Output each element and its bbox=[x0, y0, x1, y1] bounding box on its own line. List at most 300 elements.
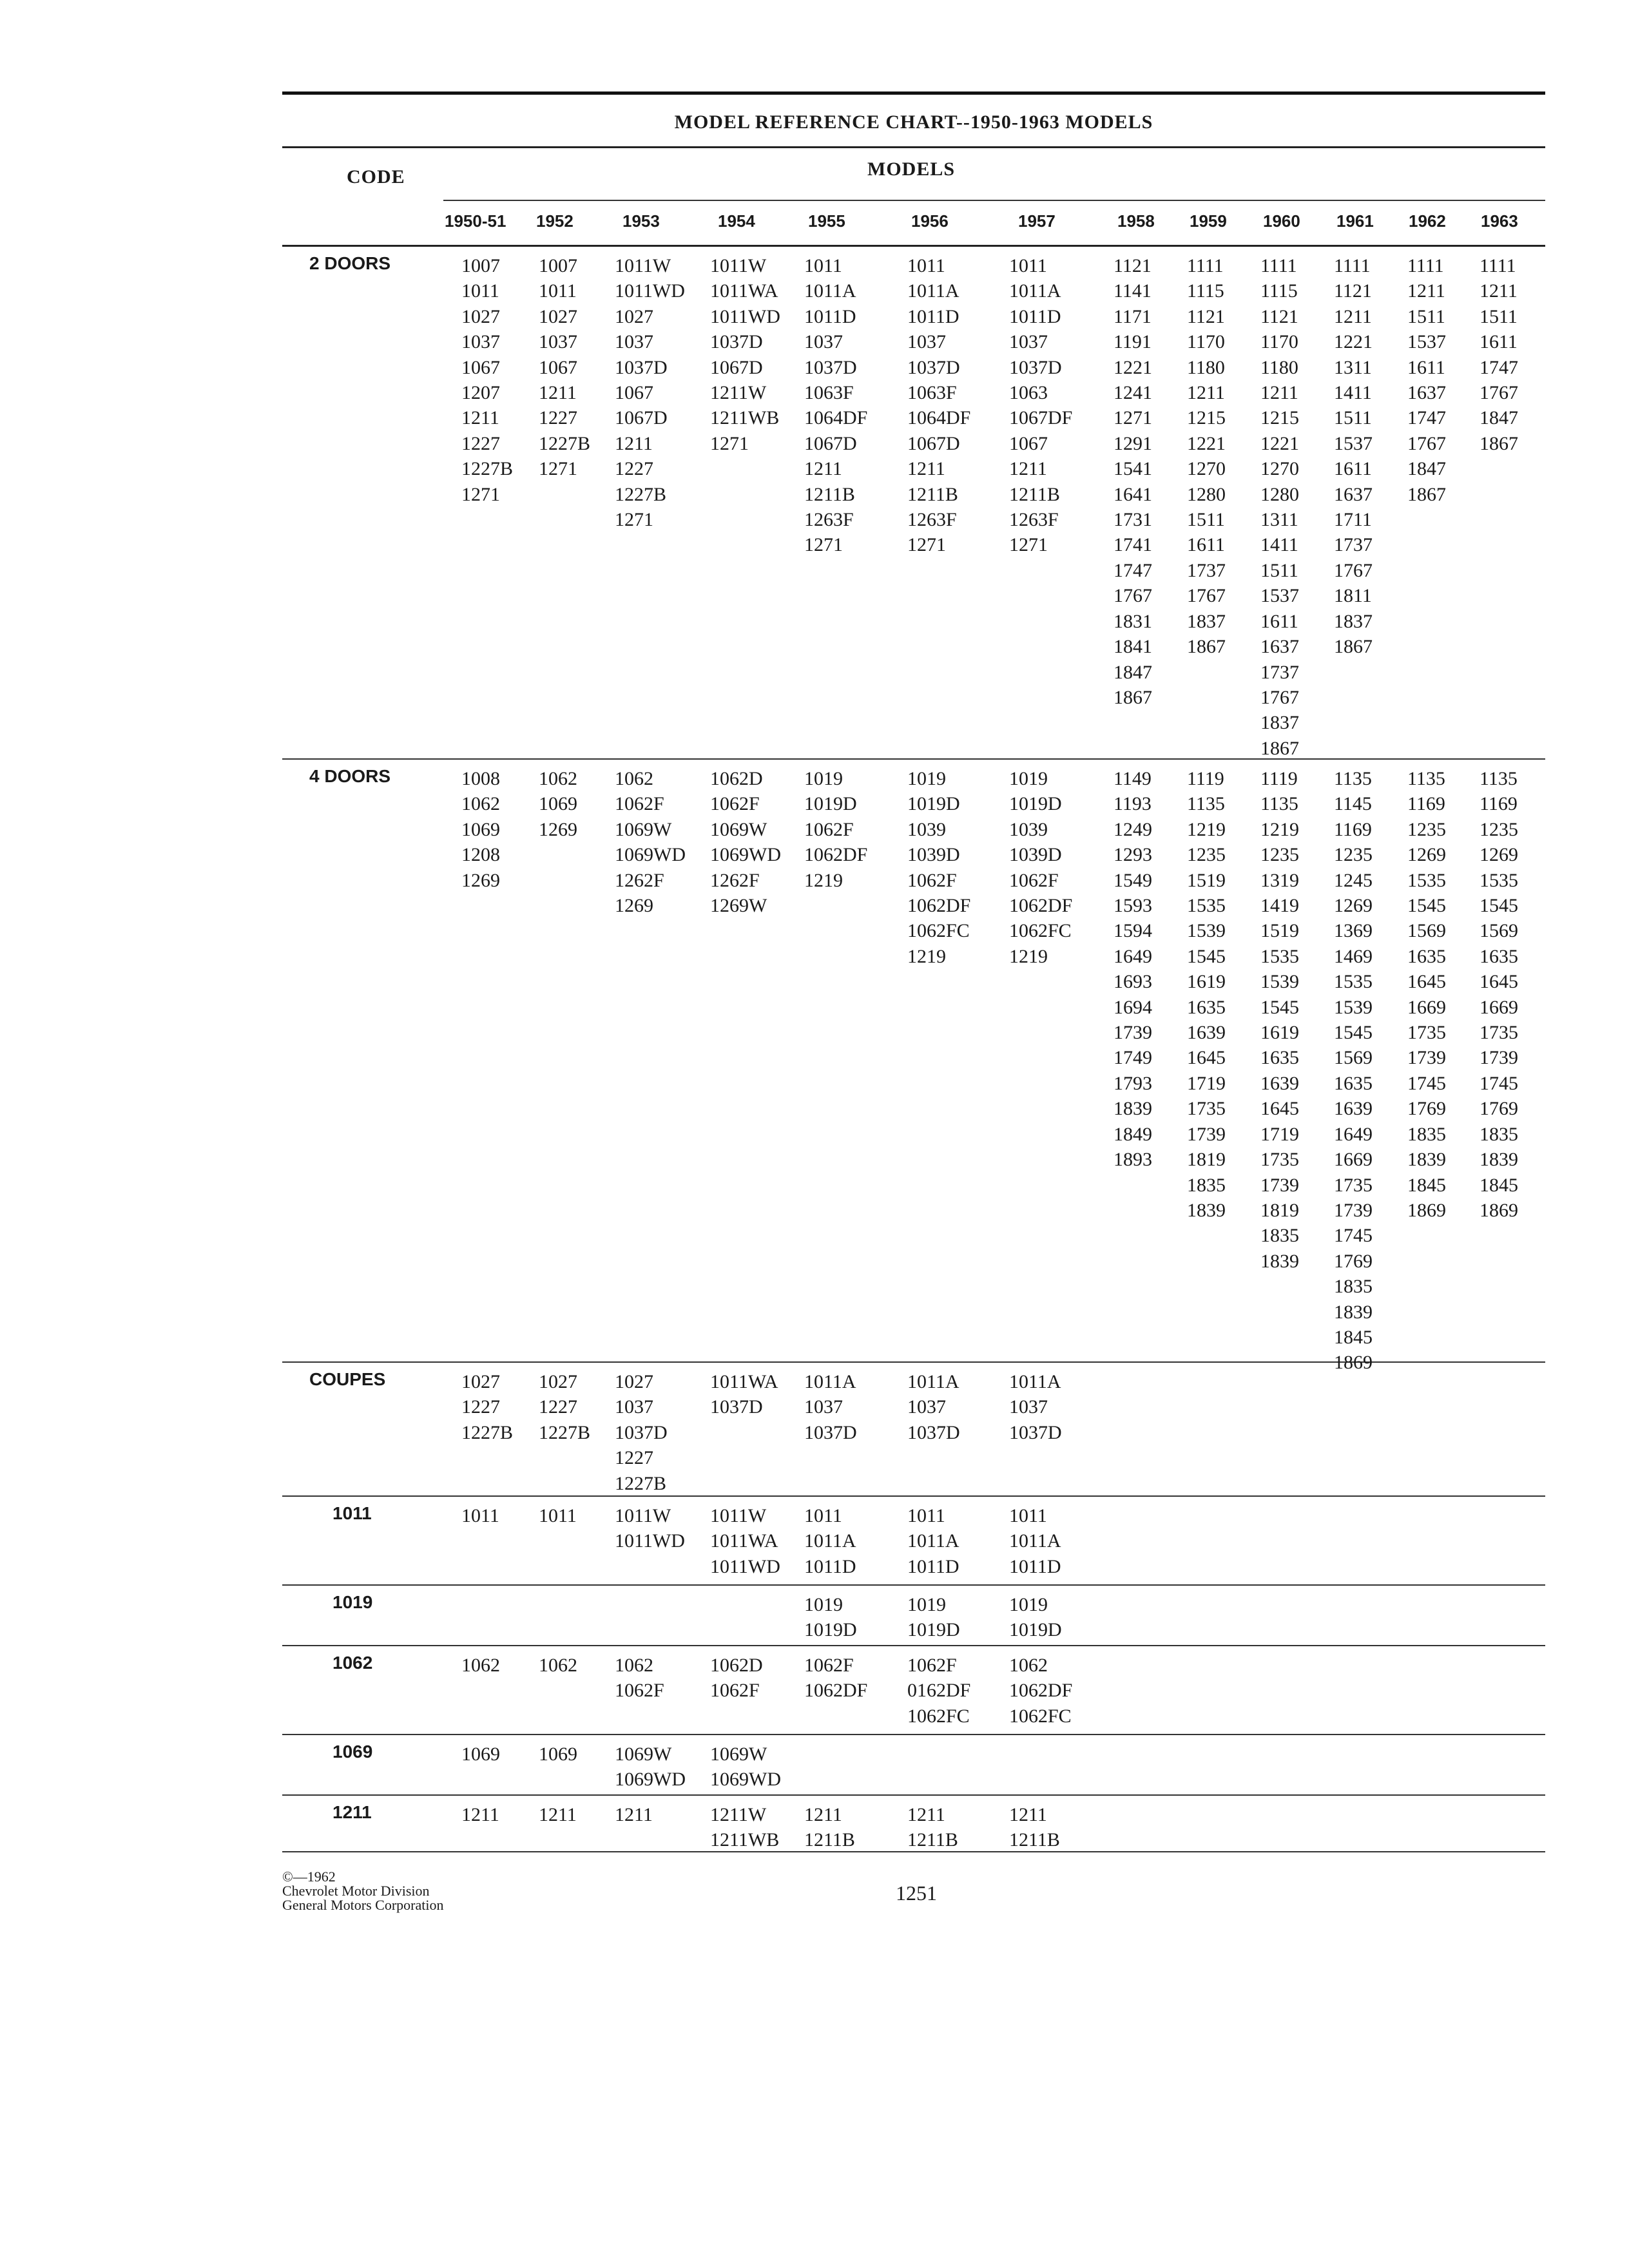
model-code: 1539 bbox=[1187, 920, 1226, 942]
model-code: 1208 bbox=[461, 844, 500, 866]
model-code: 1037D bbox=[615, 356, 668, 378]
model-code: 1064DF bbox=[907, 407, 971, 429]
model-code: 1637 bbox=[1334, 483, 1373, 505]
model-code: 1263F bbox=[1009, 509, 1059, 531]
model-code: 1841 bbox=[1113, 636, 1152, 658]
model-code: 1845 bbox=[1480, 1174, 1518, 1196]
model-code: 1227 bbox=[539, 1396, 577, 1418]
model-code: 1511 bbox=[1480, 305, 1518, 327]
model-code: 1219 bbox=[1260, 818, 1299, 840]
model-code: 1719 bbox=[1260, 1123, 1299, 1145]
year-header: 1962 bbox=[1409, 211, 1446, 231]
model-code: 1169 bbox=[1334, 818, 1372, 840]
model-code: 1635 bbox=[1334, 1072, 1373, 1094]
model-code: 1549 bbox=[1113, 869, 1152, 891]
model-code: 1011A bbox=[1009, 1371, 1061, 1392]
model-code: 1611 bbox=[1187, 534, 1225, 556]
model-code: 1062DF bbox=[1009, 1680, 1073, 1702]
model-code: 1011WD bbox=[615, 280, 685, 302]
model-code: 1537 bbox=[1407, 331, 1446, 353]
model-code: 1739 bbox=[1187, 1123, 1226, 1145]
model-code: 1069 bbox=[461, 1744, 500, 1765]
model-code: 1062F bbox=[804, 1655, 854, 1676]
model-code: 1037 bbox=[804, 1396, 843, 1418]
model-column bbox=[907, 1369, 960, 1445]
model-code: 1019D bbox=[804, 1619, 857, 1641]
model-code: 1835 bbox=[1187, 1174, 1226, 1196]
model-code: 1669 bbox=[1480, 996, 1518, 1018]
model-column bbox=[1009, 1369, 1062, 1445]
model-code: 1011A bbox=[1009, 280, 1061, 302]
model-code: 1262F bbox=[615, 869, 664, 891]
model-code: 1069W bbox=[710, 1744, 767, 1765]
model-code: 1037D bbox=[615, 1421, 668, 1443]
model-code: 1180 bbox=[1260, 356, 1298, 378]
model-column bbox=[461, 766, 500, 893]
model-code: 1062DF bbox=[804, 1680, 868, 1702]
year-header: 1958 bbox=[1117, 211, 1155, 231]
model-column bbox=[1407, 766, 1446, 1223]
model-code: 1539 bbox=[1260, 971, 1299, 993]
model-code: 1011 bbox=[907, 255, 945, 276]
model-code: 1011D bbox=[804, 1555, 856, 1577]
model-code: 1221 bbox=[1334, 331, 1373, 353]
model-code: 1067D bbox=[907, 432, 960, 454]
model-code: 1215 bbox=[1260, 407, 1299, 429]
section-label: 1211 bbox=[333, 1802, 372, 1822]
section-label: 1062 bbox=[333, 1653, 373, 1673]
model-code: 1011 bbox=[539, 1505, 577, 1526]
model-code: 1469 bbox=[1334, 945, 1373, 967]
model-code: 1121 bbox=[1260, 305, 1298, 327]
model-code: 1545 bbox=[1407, 895, 1446, 917]
model-code: 1645 bbox=[1407, 971, 1446, 993]
model-column bbox=[1187, 253, 1226, 660]
model-code: 1831 bbox=[1113, 610, 1152, 632]
model-code: 1221 bbox=[1260, 432, 1299, 454]
model-code: 1535 bbox=[1480, 869, 1518, 891]
model-code: 1793 bbox=[1113, 1072, 1152, 1094]
model-column bbox=[804, 766, 867, 893]
model-code: 1539 bbox=[1334, 996, 1373, 1018]
model-code: 1635 bbox=[1407, 945, 1446, 967]
model-column bbox=[1407, 253, 1446, 507]
model-code: 1545 bbox=[1480, 895, 1518, 917]
model-code: 1839 bbox=[1187, 1199, 1226, 1221]
model-column bbox=[615, 253, 685, 532]
model-code: 1069W bbox=[615, 1744, 672, 1765]
model-code: 1235 bbox=[1407, 818, 1446, 840]
model-code: 1011D bbox=[907, 305, 959, 327]
model-code: 1037 bbox=[907, 331, 946, 353]
model-code: 1235 bbox=[1260, 844, 1299, 866]
model-column bbox=[907, 1653, 970, 1729]
model-code: 0162DF bbox=[907, 1680, 971, 1702]
model-code: 1739 bbox=[1113, 1022, 1152, 1044]
model-column bbox=[539, 1503, 577, 1528]
model-code: 1227 bbox=[615, 458, 653, 480]
model-code: 1311 bbox=[1334, 356, 1372, 378]
model-code: 1269 bbox=[461, 869, 500, 891]
model-column bbox=[804, 1653, 867, 1704]
model-code: 1545 bbox=[1334, 1022, 1373, 1044]
model-code: 1769 bbox=[1480, 1098, 1518, 1120]
model-code: 1645 bbox=[1480, 971, 1518, 993]
model-code: 1069W bbox=[615, 818, 672, 840]
model-code: 1271 bbox=[710, 432, 749, 454]
model-code: 1207 bbox=[461, 382, 500, 404]
model-code: 1767 bbox=[1113, 585, 1152, 607]
model-code: 1211 bbox=[1480, 280, 1518, 302]
model-code: 1511 bbox=[1187, 509, 1225, 531]
model-code: 1611 bbox=[1260, 610, 1298, 632]
model-code: 1011A bbox=[804, 1371, 856, 1392]
model-code: 1069WD bbox=[710, 844, 781, 866]
model-column bbox=[1334, 766, 1373, 1376]
model-code: 1011A bbox=[804, 280, 856, 302]
model-code: 1227 bbox=[461, 432, 500, 454]
model-code: 1062DF bbox=[907, 895, 971, 917]
model-code: 1062D bbox=[710, 1655, 763, 1676]
model-code: 1062D bbox=[710, 768, 763, 789]
model-code: 1027 bbox=[615, 305, 653, 327]
model-code: 1011A bbox=[907, 280, 959, 302]
model-column bbox=[615, 766, 686, 918]
model-code: 1211B bbox=[1009, 1829, 1060, 1851]
year-header: 1957 bbox=[1018, 211, 1055, 231]
model-code: 1737 bbox=[1187, 559, 1226, 581]
section-label: 4 DOORS bbox=[309, 766, 391, 786]
model-code: 1011 bbox=[461, 1505, 499, 1526]
model-code: 1235 bbox=[1334, 844, 1373, 866]
model-code: 1739 bbox=[1334, 1199, 1373, 1221]
model-code: 1062 bbox=[461, 793, 500, 815]
model-code: 1611 bbox=[1334, 458, 1372, 480]
model-code: 1769 bbox=[1334, 1250, 1373, 1272]
model-code: 1171 bbox=[1113, 305, 1152, 327]
model-column bbox=[804, 1503, 856, 1579]
models-header: MODELS bbox=[867, 159, 956, 180]
model-code: 1235 bbox=[1480, 818, 1518, 840]
model-code: 1037D bbox=[1009, 356, 1062, 378]
model-code: 1219 bbox=[1187, 818, 1226, 840]
model-column bbox=[461, 1653, 500, 1678]
model-column bbox=[907, 766, 970, 969]
model-code: 1011 bbox=[804, 1505, 842, 1526]
model-code: 1011W bbox=[615, 255, 671, 276]
model-code: 1211 bbox=[1260, 382, 1298, 404]
model-code: 1847 bbox=[1113, 661, 1152, 683]
model-code: 1511 bbox=[1260, 559, 1298, 581]
model-code: 1611 bbox=[1407, 356, 1445, 378]
model-code: 1019 bbox=[1009, 768, 1048, 789]
model-code: 1062F bbox=[907, 1655, 957, 1676]
model-code: 1645 bbox=[1260, 1098, 1299, 1120]
year-header: 1953 bbox=[622, 211, 660, 231]
model-code: 1135 bbox=[1334, 768, 1372, 789]
model-code: 1845 bbox=[1407, 1174, 1446, 1196]
model-code: 1019D bbox=[907, 793, 960, 815]
model-code: 1211 bbox=[539, 382, 577, 404]
model-code: 1211 bbox=[1009, 458, 1047, 480]
model-code: 1019D bbox=[1009, 1619, 1062, 1641]
model-code: 1219 bbox=[1009, 945, 1048, 967]
model-code: 1037 bbox=[1009, 1396, 1048, 1418]
model-code: 1037 bbox=[539, 331, 577, 353]
model-column bbox=[710, 1369, 778, 1420]
model-code: 1062F bbox=[615, 793, 664, 815]
model-code: 1211 bbox=[907, 1804, 945, 1825]
model-column bbox=[1009, 253, 1072, 558]
model-code: 1011WA bbox=[710, 1530, 778, 1552]
model-code: 1545 bbox=[1187, 945, 1226, 967]
model-code: 1211 bbox=[461, 1804, 499, 1825]
model-code: 1511 bbox=[1334, 407, 1372, 429]
model-code: 1062DF bbox=[804, 844, 868, 866]
model-code: 1170 bbox=[1187, 331, 1225, 353]
model-column bbox=[461, 1802, 499, 1827]
model-code: 1845 bbox=[1334, 1326, 1373, 1348]
model-code: 1739 bbox=[1260, 1174, 1299, 1196]
year-header: 1961 bbox=[1336, 211, 1374, 231]
model-code: 1062F bbox=[907, 869, 957, 891]
model-code: 1039 bbox=[1009, 818, 1048, 840]
model-code: 1270 bbox=[1260, 458, 1299, 480]
model-code: 1227B bbox=[461, 458, 514, 480]
model-column bbox=[907, 1503, 959, 1579]
model-code: 1011D bbox=[804, 305, 856, 327]
model-code: 1062 bbox=[615, 1655, 653, 1676]
model-code: 1011A bbox=[1009, 1530, 1061, 1552]
model-code: 1735 bbox=[1407, 1022, 1446, 1044]
model-code: 1119 bbox=[1260, 768, 1298, 789]
model-code: 1037 bbox=[1009, 331, 1048, 353]
model-code: 1319 bbox=[1260, 869, 1299, 891]
model-column bbox=[1009, 1592, 1062, 1643]
model-code: 1262F bbox=[710, 869, 760, 891]
model-code: 1639 bbox=[1187, 1022, 1226, 1044]
model-code: 1039D bbox=[907, 844, 960, 866]
model-code: 1027 bbox=[539, 1371, 577, 1392]
model-code: 1067D bbox=[615, 407, 668, 429]
model-column bbox=[615, 1742, 686, 1792]
year-header: 1954 bbox=[718, 211, 755, 231]
model-code: 1893 bbox=[1113, 1149, 1152, 1171]
model-code: 1062FC bbox=[1009, 1705, 1072, 1727]
model-code: 1749 bbox=[1113, 1047, 1152, 1069]
model-code: 1419 bbox=[1260, 895, 1299, 917]
model-code: 1269W bbox=[710, 895, 767, 917]
model-code: 1263F bbox=[907, 509, 957, 531]
model-code: 1064DF bbox=[804, 407, 868, 429]
year-header: 1950-51 bbox=[445, 211, 506, 231]
model-code: 1619 bbox=[1260, 1022, 1299, 1044]
model-column bbox=[539, 766, 577, 842]
model-column bbox=[804, 1802, 855, 1853]
model-code: 1121 bbox=[1334, 280, 1372, 302]
model-code: 1039 bbox=[907, 818, 946, 840]
model-column bbox=[1260, 253, 1299, 761]
model-column bbox=[907, 253, 970, 558]
model-code: 1037D bbox=[907, 356, 960, 378]
model-code: 1269 bbox=[1407, 844, 1446, 866]
model-code: 1062DF bbox=[1009, 895, 1073, 917]
model-column bbox=[1480, 766, 1518, 1223]
model-column bbox=[1009, 766, 1072, 969]
model-column bbox=[1009, 1653, 1072, 1729]
model-code: 1694 bbox=[1113, 996, 1152, 1018]
model-code: 1669 bbox=[1407, 996, 1446, 1018]
model-code: 1062 bbox=[539, 1655, 577, 1676]
model-code: 1745 bbox=[1407, 1072, 1446, 1094]
model-code: 1735 bbox=[1187, 1098, 1226, 1120]
model-code: 1011D bbox=[1009, 1555, 1061, 1577]
model-code: 1019D bbox=[907, 1619, 960, 1641]
model-code: 1011 bbox=[461, 280, 499, 302]
model-code: 1062F bbox=[615, 1680, 664, 1702]
model-code: 1019D bbox=[804, 793, 857, 815]
model-code: 1839 bbox=[1480, 1149, 1518, 1171]
model-code: 1062 bbox=[1009, 1655, 1048, 1676]
model-code: 1711 bbox=[1334, 509, 1372, 531]
model-code: 1191 bbox=[1113, 331, 1152, 353]
model-code: 1011D bbox=[1009, 305, 1061, 327]
model-code: 1011A bbox=[907, 1371, 959, 1392]
model-code: 1019 bbox=[907, 1594, 946, 1615]
model-code: 1569 bbox=[1480, 920, 1518, 942]
section-3 bbox=[282, 1497, 1545, 1584]
model-code: 1062 bbox=[461, 1655, 500, 1676]
model-code: 1735 bbox=[1480, 1022, 1518, 1044]
model-code: 1649 bbox=[1113, 945, 1152, 967]
model-code: 1241 bbox=[1113, 382, 1152, 404]
model-code: 1037D bbox=[804, 356, 857, 378]
model-column bbox=[710, 1653, 763, 1704]
model-code: 1067 bbox=[615, 382, 653, 404]
model-code: 1135 bbox=[1407, 768, 1445, 789]
model-code: 1569 bbox=[1334, 1047, 1373, 1069]
model-code: 1719 bbox=[1187, 1072, 1226, 1094]
model-code: 1215 bbox=[1187, 407, 1226, 429]
model-code: 1511 bbox=[1407, 305, 1445, 327]
model-code: 1111 bbox=[1260, 255, 1297, 276]
year-header: 1956 bbox=[911, 211, 949, 231]
model-code: 1737 bbox=[1260, 661, 1299, 683]
model-code: 1011D bbox=[907, 1555, 959, 1577]
section-4 bbox=[282, 1586, 1545, 1645]
footer bbox=[282, 1870, 444, 1912]
model-code: 1227 bbox=[461, 1396, 500, 1418]
model-code: 1193 bbox=[1113, 793, 1152, 815]
model-code: 1569 bbox=[1407, 920, 1446, 942]
model-code: 1019 bbox=[907, 768, 946, 789]
model-code: 1135 bbox=[1187, 793, 1225, 815]
model-code: 1227B bbox=[615, 1472, 667, 1494]
model-code: 1011WA bbox=[710, 1371, 778, 1392]
model-column bbox=[539, 1653, 577, 1678]
years-row bbox=[282, 201, 1545, 245]
model-code: 1635 bbox=[1260, 1047, 1299, 1069]
model-code: 1069W bbox=[710, 818, 767, 840]
model-code: 1311 bbox=[1260, 509, 1298, 531]
model-code: 1869 bbox=[1480, 1199, 1518, 1221]
model-code: 1027 bbox=[461, 305, 500, 327]
model-code: 1227B bbox=[539, 1421, 591, 1443]
section-0 bbox=[282, 247, 1545, 758]
model-code: 1639 bbox=[1334, 1098, 1373, 1120]
model-code: 1169 bbox=[1480, 793, 1518, 815]
model-code: 1611 bbox=[1480, 331, 1518, 353]
model-code: 1593 bbox=[1113, 895, 1152, 917]
model-column bbox=[804, 1369, 857, 1445]
model-code: 1211B bbox=[907, 1829, 958, 1851]
model-code: 1737 bbox=[1334, 534, 1373, 556]
model-column bbox=[1009, 1503, 1061, 1579]
model-code: 1115 bbox=[1187, 280, 1224, 302]
model-code: 1211 bbox=[907, 458, 945, 480]
model-code: 1227B bbox=[539, 432, 591, 454]
model-code: 1639 bbox=[1260, 1072, 1299, 1094]
model-code: 1693 bbox=[1113, 971, 1152, 993]
model-column bbox=[615, 1802, 653, 1827]
model-code: 1221 bbox=[1113, 356, 1152, 378]
model-code: 1839 bbox=[1407, 1149, 1446, 1171]
model-code: 1037D bbox=[710, 1396, 763, 1418]
model-code: 1069 bbox=[539, 793, 577, 815]
model-code: 1011 bbox=[539, 280, 577, 302]
year-header: 1959 bbox=[1190, 211, 1227, 231]
model-column bbox=[1009, 1802, 1060, 1853]
model-code: 1769 bbox=[1407, 1098, 1446, 1120]
model-code: 1211 bbox=[615, 432, 653, 454]
model-code: 1170 bbox=[1260, 331, 1298, 353]
model-code: 1062F bbox=[1009, 869, 1059, 891]
model-code: 1839 bbox=[1260, 1250, 1299, 1272]
model-code: 1541 bbox=[1113, 458, 1152, 480]
model-code: 1847 bbox=[1480, 407, 1518, 429]
model-code: 1019 bbox=[804, 768, 843, 789]
model-code: 1211 bbox=[1009, 1804, 1047, 1825]
model-code: 1211B bbox=[804, 483, 855, 505]
model-code: 1227B bbox=[615, 483, 667, 505]
model-code: 1739 bbox=[1480, 1047, 1518, 1069]
model-code: 1835 bbox=[1334, 1276, 1373, 1298]
model-code: 1635 bbox=[1187, 996, 1226, 1018]
model-code: 1835 bbox=[1260, 1225, 1299, 1247]
model-code: 1669 bbox=[1334, 1149, 1373, 1171]
model-code: 1007 bbox=[539, 255, 577, 276]
model-code: 1019 bbox=[1009, 1594, 1048, 1615]
section-6 bbox=[282, 1735, 1545, 1794]
model-code: 1067 bbox=[539, 356, 577, 378]
model-code: 1245 bbox=[1334, 869, 1373, 891]
model-code: 1011W bbox=[615, 1505, 671, 1526]
model-code: 1219 bbox=[804, 869, 843, 891]
model-reference-chart bbox=[282, 91, 1545, 1852]
model-code: 1867 bbox=[1480, 432, 1518, 454]
model-code: 1011WD bbox=[615, 1530, 685, 1552]
model-code: 1819 bbox=[1187, 1149, 1226, 1171]
model-column bbox=[710, 1742, 781, 1792]
model-column bbox=[907, 1802, 958, 1853]
model-code: 1037D bbox=[907, 1421, 960, 1443]
model-column bbox=[1113, 766, 1152, 1173]
model-code: 1211WB bbox=[710, 1829, 780, 1851]
page-number: 1251 bbox=[896, 1881, 937, 1905]
section-1 bbox=[282, 760, 1545, 1374]
model-code: 1011 bbox=[1009, 1505, 1047, 1526]
model-code: 1839 bbox=[1113, 1098, 1152, 1120]
